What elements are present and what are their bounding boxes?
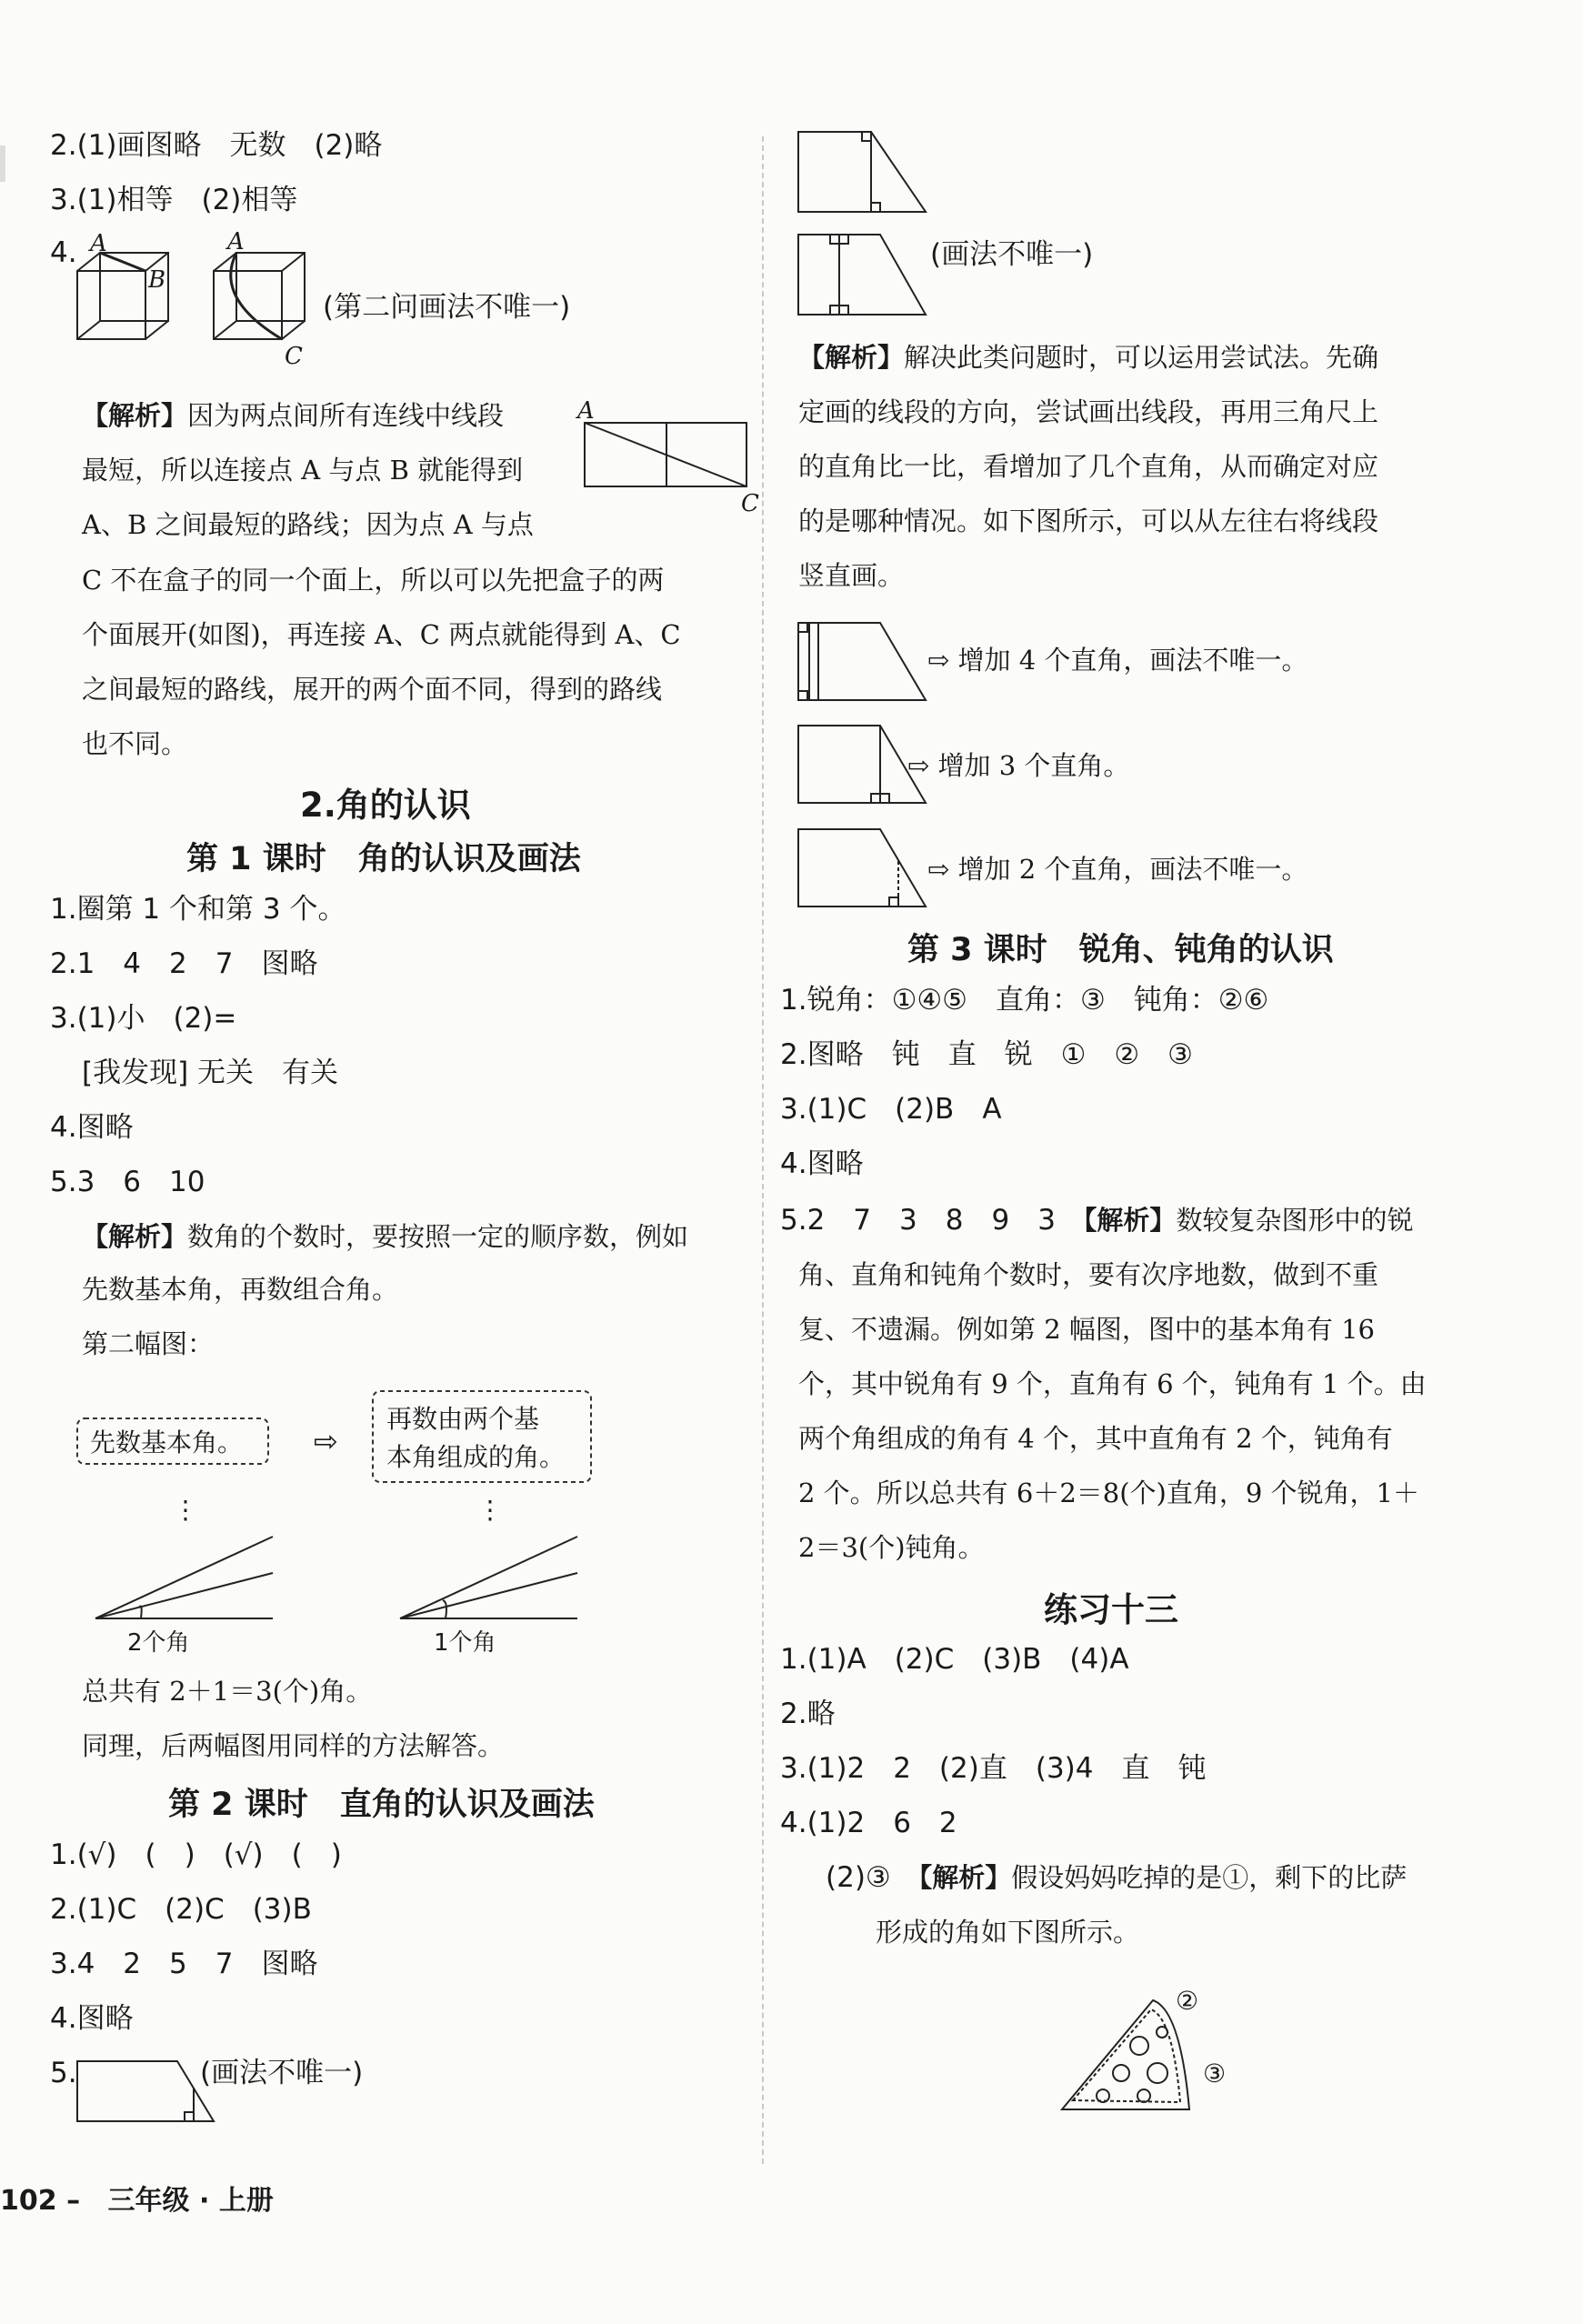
answer-3: 3.(1)相等 (2)相等 [50, 184, 298, 216]
analysis-2-line5: 同理，后两幅图用同样的方法解答。 [82, 1730, 505, 1761]
unfolded-box-diagram [577, 397, 766, 527]
lesson1-answer-3-finding: [我发现] 无关 有关 [82, 1057, 339, 1089]
analysis-3-line5: 竖直画。 [798, 560, 905, 591]
lesson-2-title: 第 2 课时 直角的认识及画法 [168, 1787, 595, 1823]
practice-answer-3: 3.(1)2 2 (2)直 (3)4 直 钝 [780, 1752, 1207, 1785]
box-basic-angle: 先数基本角。 [90, 1427, 244, 1458]
lesson3-answer-1: 1.锐角：①④⑤ 直角：③ 钝角：②⑥ [780, 984, 1269, 1017]
analysis-1-line1: 【解析】因为两点间所有连线中线段 [82, 400, 505, 431]
analysis-2-line3: 第二幅图： [82, 1328, 215, 1359]
lesson1-answer-3: 3.(1)小 (2)= [50, 1002, 237, 1035]
lesson3-answer-5-line1: 5.2 7 3 8 9 3 【解析】数较复杂图形中的锐 [780, 1204, 1414, 1237]
grade-label: 三年级 · 上册 [107, 2185, 274, 2217]
practice-answer-4: 4.(1)2 6 2 [780, 1807, 957, 1839]
answer-2: 2.(1)画图略 无数 (2)略 [50, 129, 383, 162]
case-3-text: ⇨ 增加 2 个直角，画法不唯一。 [927, 854, 1308, 885]
pizza-label-2: ② [1176, 1986, 1199, 2016]
analysis-2-line4: 总共有 2＋1＝3(个)角。 [82, 1676, 373, 1707]
case-2-text: ⇨ 增加 3 个直角。 [907, 750, 1130, 781]
analysis-3-line1: 【解析】解决此类问题时，可以运用尝试法。先确 [798, 342, 1379, 373]
lesson1-answer-5: 5.3 6 10 [50, 1166, 205, 1198]
box-combined-line1: 再数由两个基 [386, 1404, 540, 1434]
answer-4-num: 4. [50, 236, 77, 269]
lesson1-answer-4: 4.图略 [50, 1111, 134, 1144]
lesson3-answer-4: 4.图略 [780, 1147, 864, 1180]
lesson3-answer-5-line2: 角、直角和钝角个数时，要有次序地数，做到不重 [798, 1259, 1379, 1290]
lesson3-answer-3: 3.(1)C (2)B A [780, 1093, 1002, 1126]
arrow-icon: ⇨ [314, 1424, 338, 1458]
label-A2: A [227, 228, 245, 255]
practice-answer-1: 1.(1)A (2)C (3)B (4)A [780, 1643, 1129, 1676]
section-title: 2.角的认识 [300, 786, 471, 825]
pizza-slice-diagram [1053, 1973, 1253, 2119]
label-A1: A [90, 230, 107, 257]
analysis-1-line3: A、B 之间最短的路线；因为点 A 与点 [82, 509, 534, 540]
lesson3-answer-5-line5: 两个角组成的角有 4 个，其中直角有 2 个，钝角有 [798, 1423, 1393, 1454]
analysis-2-line2: 先数基本角，再数组合角。 [82, 1274, 399, 1305]
analysis-3-line3: 的直角比一比，看增加了几个直角，从而确定对应 [798, 451, 1379, 482]
analysis-3-line2: 定画的线段的方向，尝试画出线段，再用三角尺上 [798, 396, 1379, 427]
label-B: B [148, 266, 166, 294]
angle-label-1: 1个角 [434, 1629, 496, 1657]
pizza-label-3: ③ [1203, 2059, 1227, 2089]
label-A3: A [577, 397, 595, 425]
left-edge-mark [0, 145, 5, 182]
footer-dash: – [66, 2185, 81, 2217]
case-diagram-1 [798, 623, 935, 705]
lesson1-answer-1: 1.圈第 1 个和第 3 个。 [50, 893, 346, 926]
right-note: (画法不唯一) [930, 238, 1094, 271]
practice-answer-2: 2.略 [780, 1698, 836, 1730]
page-number: 102 [0, 2185, 57, 2217]
lesson2-answer-1: 1.(√) ( ) (√) ( ) [50, 1838, 342, 1871]
trapezoid-diagram-2 [798, 235, 935, 316]
dots-1: ⋮ [173, 1495, 198, 1525]
lesson3-answer-2: 2.图略 钝 直 锐 ① ② ③ [780, 1038, 1193, 1071]
lesson3-answer-5-line7: 2＝3(个)钝角。 [798, 1532, 985, 1563]
label-C1: C [285, 343, 303, 370]
practice-title: 练习十三 [1044, 1590, 1178, 1629]
cube-note: (第二问画法不唯一) [323, 291, 571, 324]
analysis-1-line7: 也不同。 [82, 728, 188, 759]
lesson-3-title: 第 3 课时 锐角、钝角的认识 [907, 932, 1334, 968]
lesson3-answer-5-line4: 个，其中锐角有 9 个，直角有 6 个，钝角有 1 个。由 [798, 1368, 1427, 1399]
label-C2: C [741, 490, 759, 517]
practice-answer-4-2-line2: 形成的角如下图所示。 [876, 1917, 1140, 1948]
lesson2-answer-5-note: (画法不唯一) [200, 2057, 364, 2089]
analysis-1-line5: 个面展开(如图)，再连接 A、C 两点就能得到 A、C [82, 619, 681, 650]
lesson2-answer-5-num: 5. [50, 2057, 77, 2089]
lesson3-answer-5-line6: 2 个。所以总共有 6＋2＝8(个)直角，9 个锐角，1＋ [798, 1478, 1419, 1508]
dots-2: ⋮ [477, 1495, 503, 1525]
analysis-1-line2: 最短，所以连接点 A 与点 B 就能得到 [82, 455, 524, 486]
angle-label-2: 2个角 [127, 1629, 190, 1657]
analysis-1-line4: C 不在盒子的同一个面上，所以可以先把盒子的两 [82, 565, 665, 596]
analysis-3-line4: 的是哪种情况。如下图所示，可以从左往右将线段 [798, 506, 1379, 536]
lesson-1-title: 第 1 课时 角的认识及画法 [186, 841, 581, 877]
trapezoid-diagram-1 [798, 132, 935, 214]
analysis-tag: 【解析】 [82, 400, 188, 431]
practice-answer-4-2-line1: (2)③ 【解析】假设妈妈吃掉的是①，剩下的比萨 [826, 1861, 1408, 1894]
angle-counting-diagram [77, 1391, 659, 1657]
analysis-2-line1: 【解析】数角的个数时，要按照一定的顺序数，例如 [82, 1221, 689, 1252]
lesson3-answer-5-line3: 复、不遗漏。例如第 2 幅图，图中的基本角有 16 [798, 1314, 1376, 1345]
lesson2-answer-4: 4.图略 [50, 2002, 134, 2035]
lesson2-answer-3: 3.4 2 5 7 图略 [50, 1948, 318, 1980]
page-footer [0, 2178, 274, 2218]
analysis-1-line6: 之间最短的路线，展开的两个面不同，得到的路线 [82, 674, 663, 705]
lesson1-answer-2: 2.1 4 2 7 图略 [50, 947, 318, 980]
box-combined-line2: 本角组成的角。 [386, 1442, 566, 1472]
case-diagram-3 [798, 829, 935, 911]
case-1-text: ⇨ 增加 4 个直角，画法不唯一。 [927, 645, 1308, 676]
lesson2-answer-2: 2.(1)C (2)C (3)B [50, 1893, 312, 1926]
